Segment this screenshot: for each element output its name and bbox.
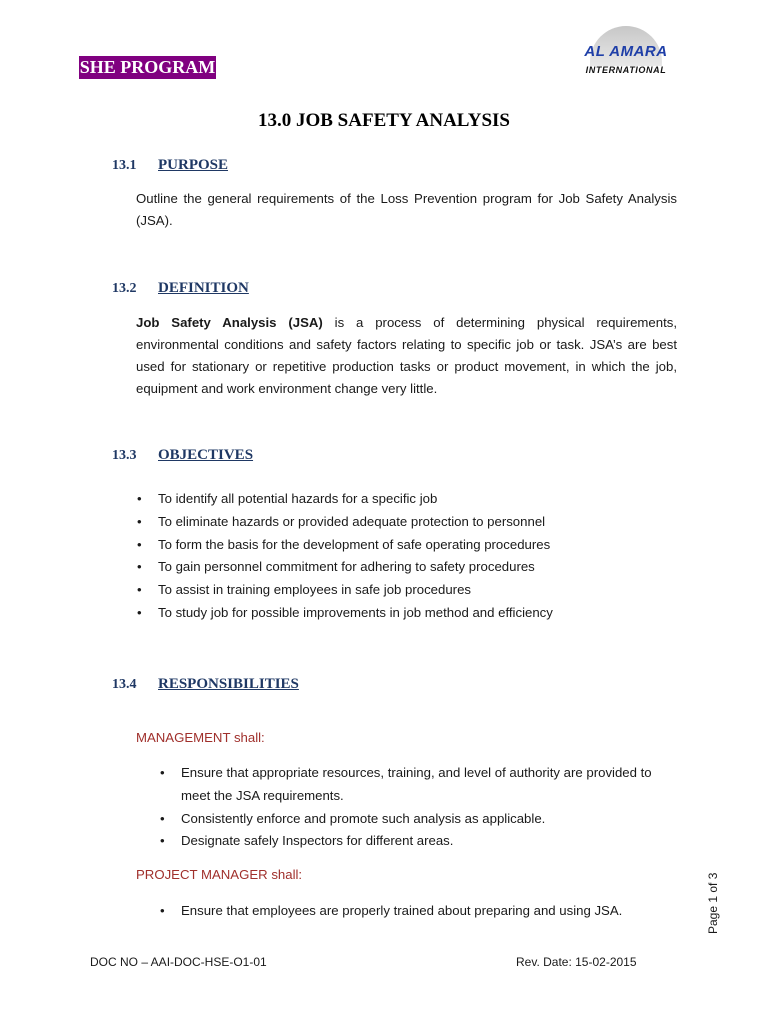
logo-subtitle: INTERNATIONAL (585, 65, 667, 75)
section-title-definition: DEFINITION (158, 280, 249, 296)
list-item (137, 602, 678, 625)
section-number-objectives: 13.3 (112, 448, 137, 463)
bullet-icon: • (160, 903, 165, 918)
objectives-list (137, 488, 678, 625)
bullet-icon: • (160, 765, 165, 780)
list-item (137, 511, 678, 534)
list-item-text: Ensure that appropriate resources, training, and level of authority are provided to meet the JSA requirements. (181, 765, 652, 803)
project-manager-list (160, 900, 681, 923)
list-item-text: To gain personnel commitment for adhering to safety procedures (158, 559, 535, 575)
list-item (137, 579, 678, 602)
project-manager-label: PROJECT MANAGER shall: (136, 867, 303, 882)
list-item-text: Ensure that employees are properly trained about preparing and using JSA. (181, 903, 623, 918)
section-number-definition: 13.2 (112, 281, 137, 296)
management-label: MANAGEMENT shall: (136, 730, 265, 745)
revision-date: Rev. Date: 15-02-2015 (516, 955, 637, 969)
bullet-icon: • (137, 536, 142, 552)
bullet-icon: • (160, 810, 165, 826)
logo-wordmark: AL AMARA (584, 43, 668, 60)
management-list (160, 762, 681, 853)
bullet-icon: • (137, 604, 142, 620)
bullet-icon: • (137, 559, 142, 575)
bullet-icon: • (137, 582, 142, 598)
list-item (137, 534, 678, 557)
page-title: 13.0 JOB SAFETY ANALYSIS (257, 110, 510, 131)
list-item (160, 762, 681, 808)
section-title-objectives: OBJECTIVES (158, 447, 254, 463)
purpose-text: Outline the general requirements of the Loss Prevention program for Job Safety Analysis (JSA). (136, 191, 677, 228)
list-item-text: To eliminate hazards or provided adequate protection to personnel (158, 513, 546, 529)
list-item-text: To form the basis for the development of safe operating procedures (158, 536, 551, 552)
list-item-text: Designate safely Inspectors for different areas. (181, 833, 454, 849)
section-number-purpose: 13.1 (112, 158, 137, 173)
section-title-purpose: PURPOSE (158, 157, 229, 173)
bullet-icon: • (137, 491, 142, 506)
page-number: Page 1 of 3 (706, 872, 720, 934)
program-badge: SHE PROGRAM (79, 57, 216, 77)
bullet-icon: • (137, 513, 142, 529)
definition-body: is a process of determining physical requirements, environmental conditions and safety factors relating to specific job or task. JSA’s are best used for stationary or repetitive production tasks or product movement, in which the job, equipment and work environment change very little. (136, 315, 677, 396)
list-item (137, 488, 678, 511)
section-number-responsibilities: 13.4 (112, 677, 137, 692)
section-title-responsibilities: RESPONSIBILITIES (158, 676, 299, 692)
list-item (160, 830, 681, 853)
list-item (160, 808, 681, 831)
list-item (137, 556, 678, 579)
definition-term: Job Safety Analysis (JSA) (136, 315, 323, 330)
list-item-text: Consistently enforce and promote such analysis as applicable. (181, 810, 546, 826)
doc-number: DOC NO – AAI-DOC-HSE-O1-01 (90, 955, 267, 969)
definition-text (136, 312, 677, 400)
list-item (160, 900, 681, 923)
bullet-icon: • (160, 833, 165, 849)
list-item-text: To identify all potential hazards for a specific job (158, 491, 438, 506)
list-item-text: To study job for possible improvements in job method and efficiency (158, 604, 553, 620)
list-item-text: To assist in training employees in safe job procedures (158, 582, 472, 598)
company-logo (584, 24, 668, 80)
